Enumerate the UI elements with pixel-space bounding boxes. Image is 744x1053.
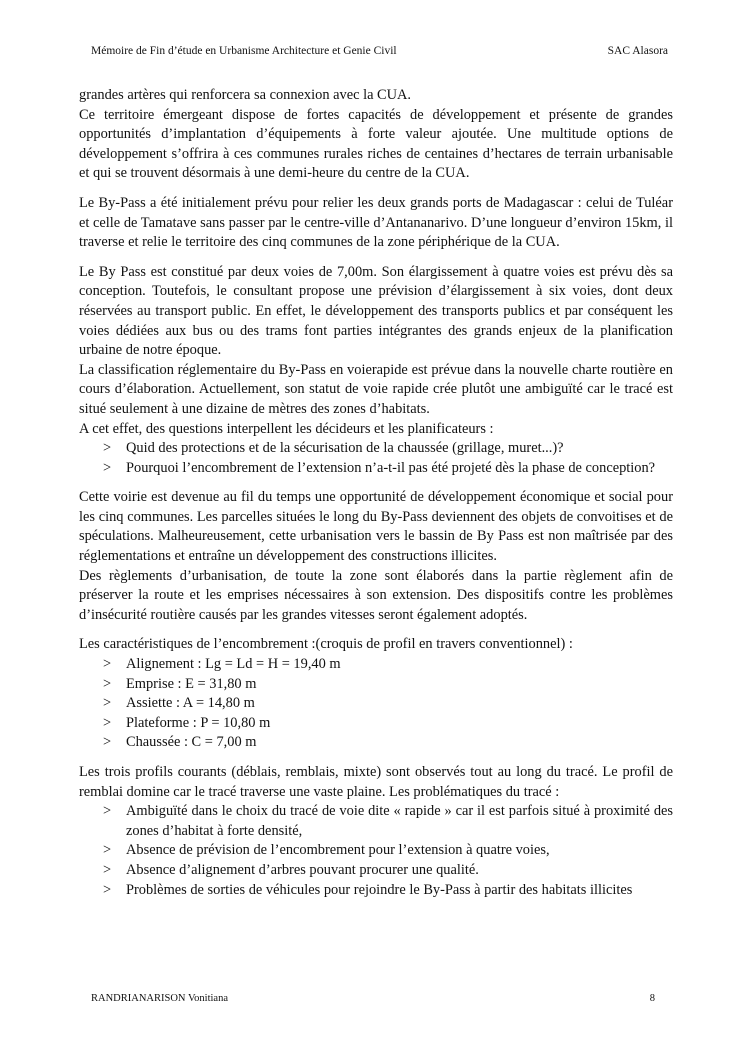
bullet-marker: > [103,656,112,673]
list-item: > Ambiguïté dans le choix du tracé de voie dite « rapide » car il est parfois situé à proximité des zones d’habitat à forte densité, [103,803,673,839]
page-number: 8 [649,993,655,1004]
bullet-marker: > [103,714,112,731]
list-item: > Pourquoi l’encombrement de l’extension n’a-t-il pas été projeté dès la phase de conception? [103,459,673,479]
bullet-marker: > [103,695,112,712]
paragraph: Les caractéristiques de l’encombrement :(croquis de profil en travers conventionnel) : [79,636,573,653]
list-item: > Quid des protections et de la sécurisation de la chaussée (grillage, muret...)? [103,439,673,459]
bullet-marker: > [103,459,112,476]
bullet-marker: > [103,842,112,859]
bullet-marker: > [103,803,112,820]
bullet-marker: > [103,675,112,692]
paragraph: La classification réglementaire du By-Pass en voierapide est prévue dans la nouvelle charte routière en cours d’élaboration. Actuellement, son statut de voie rapide crée plutôt une ambiguïté car le tracé est situé seulement à une dizaine de mètres des zones d’habitats. [79,361,673,417]
page-header [91,45,668,57]
list-item: > Problèmes de sorties de véhicules pour rejoindre le By-Pass à partir des habitats illicites [103,881,673,901]
paragraph: Le By-Pass a été initialement prévu pour relier les deux grands ports de Madagascar : celui de Tuléar et celle de Tamatave sans passer par le centre-ville d’Antananarivo. D’une longueur d’environ 15km, il traverse et relie le territoire des cinq communes de la zone périphérique de la CUA. [79,194,673,251]
list-item: > Chaussée : C = 7,00 m [103,733,673,753]
list-item: > Absence d’alignement d’arbres pouvant procurer une qualité. [103,861,673,881]
paragraph: A cet effet, des questions interpellent les décideurs et les planificateurs : [79,420,494,437]
paragraph: grandes artères qui renforcera sa connexion avec la CUA. [79,87,412,103]
bullet-marker: > [103,440,112,457]
questions-list [79,439,673,478]
problems-list [79,802,673,900]
list-item: > Emprise : E = 31,80 m [103,675,673,695]
paragraph: Ce territoire émergeant dispose de fortes capacités de développement et présente de grandes opportunités d’implantation d’équipements à forte valeur ajoutée. Une multitude options de développement s’offrira à ces communes rurales riches de centaines d’hectares de terrain urbanisable et qui se trouvent désormais à une demi-heure du centre de la CUA. [79,106,673,182]
list-item: > Plateforme : P = 10,80 m [103,714,673,734]
page-footer [91,993,655,1004]
header-title: Mémoire de Fin d’étude en Urbanisme Architecture et Genie Civil [91,45,397,57]
list-item: > Absence de prévision de l’encombrement pour l’extension à quatre voies, [103,841,673,861]
list-item: > Alignement : Lg = Ld = H = 19,40 m [103,655,673,675]
paragraph: Le By Pass est constitué par deux voies de 7,00m. Son élargissement à quatre voies est prévu dès sa conception. Toutefois, le consultant propose une prévision d’élargissement à six voies, dont deux réservées au transport public. En effet, le développement des transports publics et par conséquent les voies dédiées aux bus ou des trams font parties intégrantes des grands enjeux de la planification urbaine de notre époque. [79,263,673,359]
page-body [79,86,673,900]
bullet-marker: > [103,734,112,751]
bullet-marker: > [103,881,112,898]
footer-author: RANDRIANARISON Vonitiana [91,993,228,1004]
paragraph: Cette voirie est devenue au fil du temps une opportunité de développement économique et social pour les cinq communes. Les parcelles situées le long du By-Pass deviennent des objets de convoitises et de spéculations. Malheureusement, cette urbanisation vers le bassin de By Pass est non maîtrisée par des réglementations et entraîne un développement des constructions illicites. [79,489,673,565]
paragraph: Des règlements d’urbanisation, de toute la zone sont élaborés dans la partie règlement afin de préserver la route et les emprises nécessaires à son extension. Des dispositifs contre les problèmes d’insécurité routière causés par les grandes vitesses seront également adoptés. [79,567,673,623]
paragraph: Les trois profils courants (déblais, remblais, mixte) sont observés tout au long du tracé. Le profil de remblai domine car le tracé traverse une vaste plaine. Les problématiques du tracé : [79,764,673,800]
characteristics-list [79,655,673,753]
header-org: SAC Alasora [607,45,668,57]
list-item: > Assiette : A = 14,80 m [103,694,673,714]
bullet-marker: > [103,861,112,878]
